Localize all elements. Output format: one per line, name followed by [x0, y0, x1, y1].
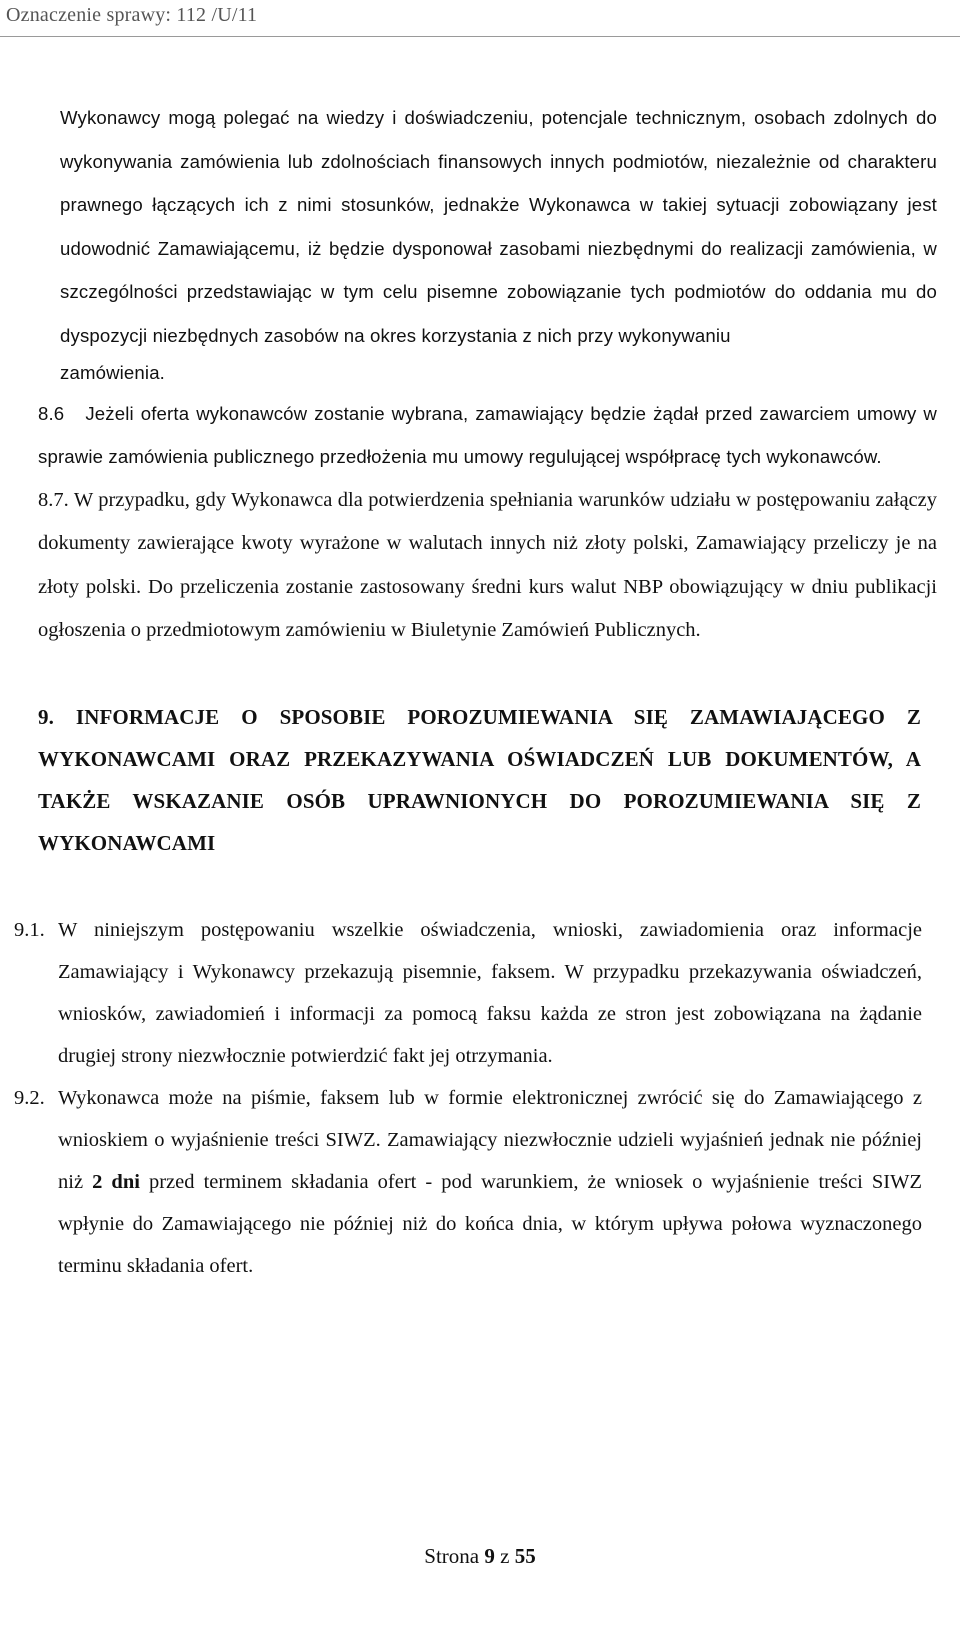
section-8-7-number: 8.7. — [38, 488, 69, 511]
section-9-2-text-after: przed terminem składania ofert - pod warunkiem, że wniosek o wyjaśnienie treści SIWZ wpłynie do Zamawiającego nie później niż do końca dnia, w którym upływa połowa wyznaczonego terminu składania ofert. — [58, 1170, 922, 1277]
section-9-1-text: W niniejszym postępowaniu wszelkie oświadczenia, wnioski, zawiadomienia oraz informacje Zamawiający i Wykonawcy przekazują pisemnie, faksem. W przypadku przekazywania oświadczeń, wniosków, zawiadomień i informacji za pomocą faksu każda ze stron jest zobowiązana na żądanie drugiej strony niezwłocznie potwierdzić fakt jej otrzymania. — [58, 918, 922, 1067]
footer-of: z — [500, 1544, 510, 1568]
section-9-heading: 9. INFORMACJE O SPOSOBIE POROZUMIEWANIA SIĘ ZAMAWIAJĄCEGO Z WYKONAWCAMI ORAZ PRZEKAZYWANIA OŚWIADCZEŃ LUB DOKUMENTÓW, A TAKŻE WSKAZANIE OSÓB UPRAWNIONYCH DO POROZUMIEWANIA SIĘ Z WYKONAWCAMI — [38, 704, 921, 855]
page-content — [0, 96, 960, 1287]
footer-label: Strona — [424, 1544, 480, 1568]
section-9-2-text — [58, 1077, 922, 1287]
section-9-1-number: 9.1. — [14, 918, 45, 941]
section-9-1 — [0, 909, 960, 1077]
section-8-6-text: Jeżeli oferta wykonawców zostanie wybrana, zamawiający będzie żądał przed zawarciem umowy w sprawie zamówienia publicznego przedłożenia mu umowy regulującej współpracę tych wykonawców. — [38, 402, 937, 467]
footer-total-pages: 55 — [514, 1544, 536, 1568]
header-divider — [0, 36, 960, 37]
case-mark-header: Oznaczenie sprawy: 112 /U/11 — [6, 4, 258, 26]
section-9-2-number: 9.2. — [14, 1086, 45, 1109]
page-number-footer — [0, 1544, 960, 1569]
intro-paragraph: Wykonawcy mogą polegać na wiedzy i doświadczeniu, potencjale technicznym, osobach zdolnych do wykonywania zamówienia lub zdolnościach finansowych innych podmiotów, niezależnie od charakteru prawnego łączących ich z nimi stosunków, jednakże Wykonawca w takiej sytuacji zobowiązany jest udowodnić Zamawiającemu, iż będzie dysponował zasobami niezbędnymi do realizacji zamówienia, w szczególności przedstawiając w tym celu pisemne zobowiązanie tych podmiotów do oddania mu do dyspozycji niezbędnych zasobów na okres korzystania z nich przy wykonywaniu — [60, 107, 937, 346]
footer-current-page: 9 — [484, 1544, 495, 1568]
section-9-2-deadline: 2 dni — [92, 1170, 140, 1193]
section-8-7-text: W przypadku, gdy Wykonawca dla potwierdzenia spełniania warunków udziału w postępowaniu załączy dokumenty zawierające kwoty wyrażone w walutach innych niż złoty polski, Zamawiający przeliczy je na złoty polski. Do przeliczenia zostanie zastosowany średni kurs walut NBP obowiązujący w dniu publikacji ogłoszenia o przedmiotowym zamówieniu w Biuletynie Zamówień Publicznych. — [38, 488, 937, 641]
section-9-2-text-before: Wykonawca może na piśmie, faksem lub w formie elektronicznej zwrócić się do Zamawiającego z wnioskiem o wyjaśnienie treści SIWZ. Zamawiający niezwłocznie udzieli wyjaśnień jednak nie później niż — [58, 1086, 922, 1193]
section-8-7 — [0, 479, 937, 653]
section-8-6-number: 8.6 — [38, 402, 65, 424]
intro-paragraph-last-line: zamówienia. — [60, 362, 165, 383]
section-9-2 — [0, 1077, 960, 1287]
section-8-6 — [0, 392, 937, 479]
